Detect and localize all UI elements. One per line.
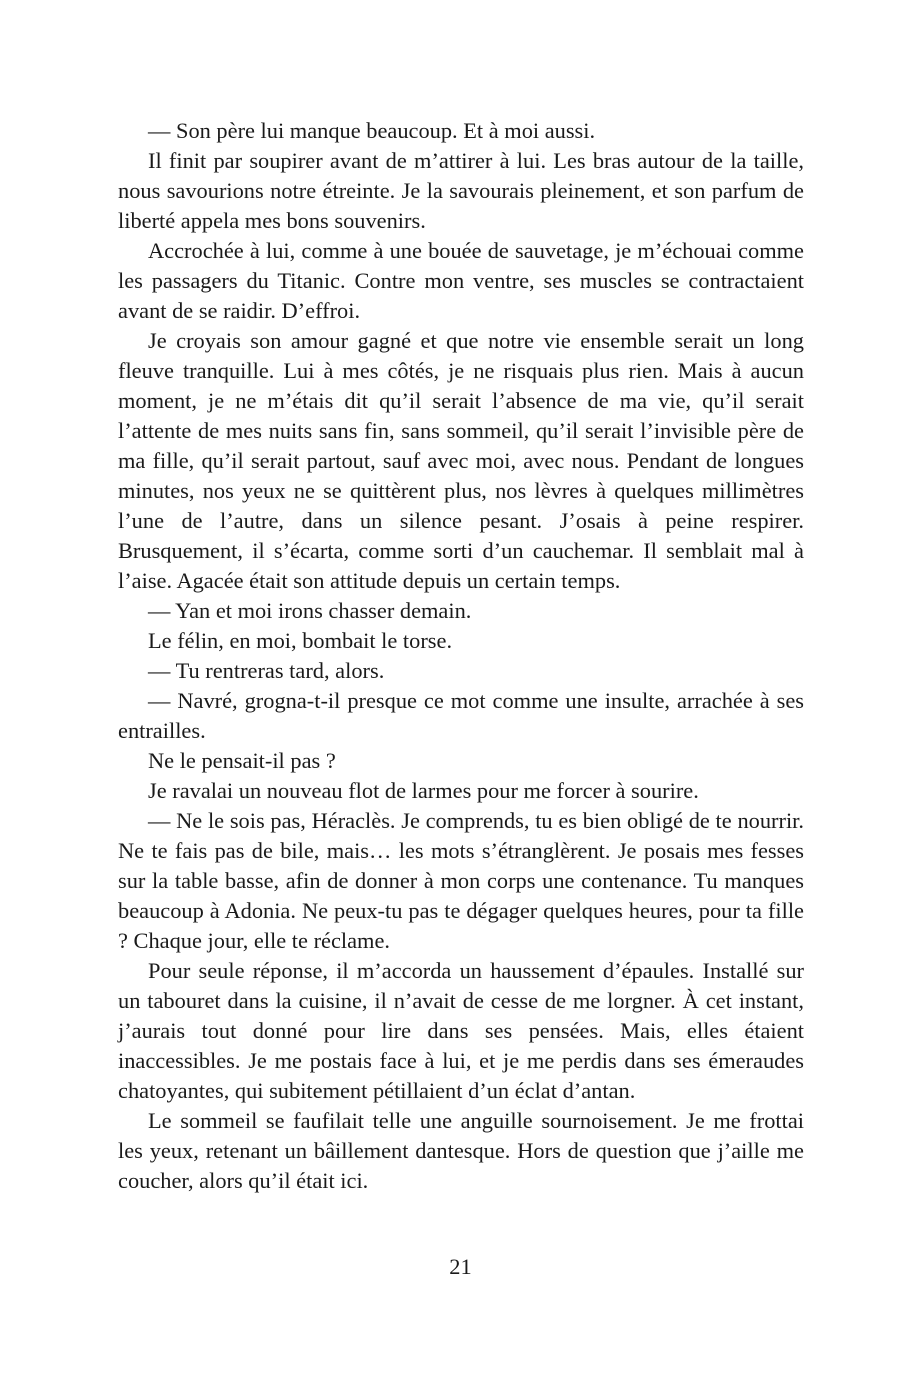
paragraph: Ne le pensait-il pas ? — [148, 748, 336, 773]
paragraph: — Son père lui manque beaucoup. Et à moi aussi. — [148, 118, 596, 143]
paragraph: Je ravalai un nouveau flot de larmes pour me forcer à sourire. — [148, 778, 699, 803]
paragraph: Le sommeil se faufilait telle une anguille sournoisement. Je me frottai les yeux, retenant un bâillement dantesque. Hors de question que j’aille me coucher, alors qu’il était ici. — [118, 1108, 804, 1193]
paragraph: — Navré, grogna-t-il presque ce mot comme une insulte, arrachée à ses entrailles. — [118, 688, 804, 743]
paragraph: Je croyais son amour gagné et que notre vie ensemble serait un long fleuve tranquille. Lui à mes côtés, je ne risquais plus rien. Mais à aucun moment, je ne m’étais dit qu’il serait l’absence de ma vie, qu’il serait l’attente de mes nuits sans fin, sans sommeil, qu’il serait l’invisible père de ma fille, qu’il serait partout, sauf avec moi, avec nous. Pendant de longues minutes, nos yeux ne se quittèrent plus, nos lèvres à quelques millimètres l’une de l’autre, dans un silence pesant. J’osais à peine respirer. Brusquement, il s’écarta, comme sorti d’un cauchemar. Il semblait mal à l’aise. Agacée était son attitude depuis un certain temps. — [118, 328, 804, 593]
paragraph: Pour seule réponse, il m’accorda un haussement d’épaules. Installé sur un tabouret dans la cuisine, il n’avait de cesse de me lorgner. À cet instant, j’aurais tout donné pour lire dans ses pensées. Mais, elles étaient inaccessibles. Je me postais face à lui, et je me perdis dans ses émeraudes chatoyantes, qui subitement pétillaient d’un éclat d’antan. — [118, 958, 804, 1103]
paragraph: Il finit par soupirer avant de m’attirer à lui. Les bras autour de la taille, nous savourions notre étreinte. Je la savourais pleinement, et son parfum de liberté appela mes bons souvenirs. — [118, 148, 804, 233]
paragraph: Accrochée à lui, comme à une bouée de sauvetage, je m’échouai comme les passagers du Titanic. Contre mon ventre, ses muscles se contractaient avant de se raidir. D’effroi. — [118, 238, 804, 323]
paragraph: — Ne le sois pas, Héraclès. Je comprends, tu es bien obligé de te nourrir. Ne te fais pas de bile, mais… les mots s’étranglèrent. Je posais mes fesses sur la table basse, afin de donner à mon corps une contenance. Tu manques beaucoup à Adonia. Ne peux-tu pas te dégager quelques heures, pour ta fille ? Chaque jour, elle te réclame. — [118, 808, 804, 953]
page-body — [118, 116, 804, 1196]
page-number: 21 — [449, 1254, 472, 1279]
paragraph: Le félin, en moi, bombait le torse. — [148, 628, 453, 653]
paragraph: — Tu rentreras tard, alors. — [148, 658, 385, 683]
paragraph: — Yan et moi irons chasser demain. — [148, 598, 472, 623]
